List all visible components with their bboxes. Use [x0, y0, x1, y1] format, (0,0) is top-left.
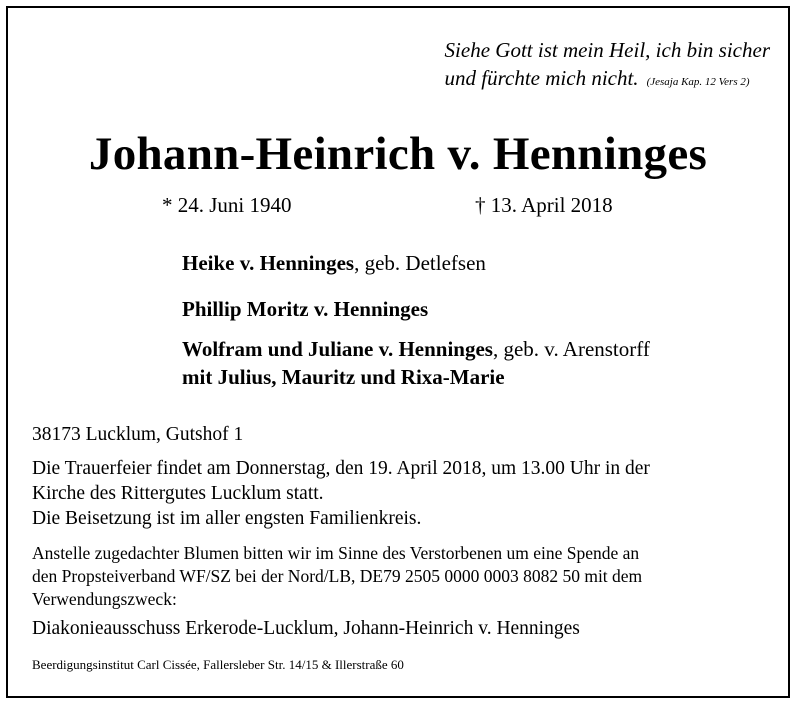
birth-date: * 24. Juni 1940	[162, 193, 292, 217]
mourner-3-name: Wolfram und Juliane v. Henninges	[182, 337, 493, 361]
mourner-3-suffix: , geb. v. Arenstorff	[492, 337, 650, 361]
ceremony-line-1: Die Trauerfeier findet am Donnerstag, den 19. April 2018, um 13.00 Uhr in der	[32, 458, 650, 479]
mourner-1-name: Heike v. Henninges	[182, 251, 355, 275]
obituary-notice	[6, 6, 790, 698]
address: 38173 Lucklum, Gutshof 1	[32, 424, 244, 445]
ceremony-line-3: Die Beisetzung ist im aller engsten Familienkreis.	[32, 508, 422, 529]
verse-line-1: Siehe Gott ist mein Heil, ich bin sicher	[444, 38, 770, 62]
mourner-1-suffix: , geb. Detlefsen	[354, 251, 486, 275]
verse-reference: (Jesaja Kap. 12 Vers 2)	[646, 76, 750, 88]
mourner-2-name: Phillip Moritz v. Henninges	[182, 297, 429, 321]
donation-line-1: Anstelle zugedachter Blumen bitten wir im Sinne des Verstorbenen um eine Spende an	[32, 543, 640, 563]
ceremony-line-2: Kirche des Rittergutes Lucklum statt.	[32, 483, 324, 504]
donation-line-3: Verwendungszweck:	[32, 589, 177, 609]
death-date: † 13. April 2018	[475, 193, 613, 217]
funeral-home: Beerdigungsinstitut Carl Cissée, Fallersleber Str. 14/15 & Illerstraße 60	[32, 657, 404, 672]
donation-purpose: Diakonieausschuss Erkerode-Lucklum, Johann-Heinrich v. Henninges	[32, 618, 580, 639]
deceased-name: Johann-Heinrich v. Henninges	[88, 128, 708, 180]
mourner-1	[182, 250, 486, 276]
mourners-children: mit Julius, Mauritz und Rixa-Marie	[182, 365, 505, 389]
mourner-2	[182, 296, 428, 322]
bible-verse	[445, 36, 770, 96]
verse-line-2-text: und fürchte mich nicht.	[444, 66, 639, 90]
donation-line-2: den Propsteiverband WF/SZ bei der Nord/LB, DE79 2505 0000 0003 8082 50 mit dem	[32, 566, 643, 586]
mourner-3	[182, 336, 650, 362]
verse-line-2	[445, 64, 770, 96]
